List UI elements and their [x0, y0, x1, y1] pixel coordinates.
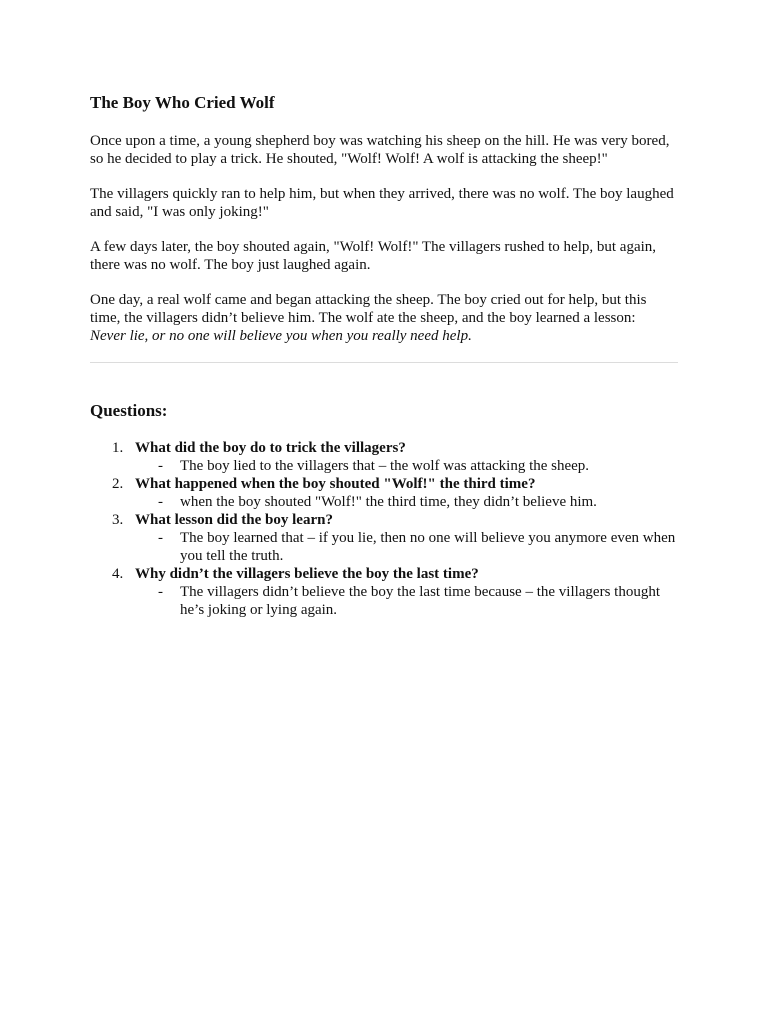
answer-item: [135, 457, 680, 475]
answer-item: [135, 529, 680, 565]
answer-dash: -: [158, 494, 163, 510]
question-number: 2.: [112, 476, 124, 492]
question-item: [90, 439, 678, 475]
answer-text: when the boy shouted "Wolf!" the third time, they didn’t believe him.: [180, 494, 597, 510]
questions-list: [90, 439, 678, 619]
question-number: 4.: [112, 566, 124, 582]
answer-dash: -: [158, 530, 163, 546]
answer-text: The boy lied to the villagers that – the wolf was attacking the sheep.: [180, 458, 590, 474]
question-number: 1.: [112, 440, 124, 456]
story-paragraph-3: A few days later, the boy shouted again, "Wolf! Wolf!" The villagers rushed to help, but again, there was no wolf. The boy just laughed again.: [90, 239, 657, 273]
section-divider: [90, 362, 678, 363]
answer-dash: -: [158, 458, 163, 474]
question-text: What happened when the boy shouted "Wolf!" the third time?: [135, 476, 536, 492]
question-text: What lesson did the boy learn?: [135, 512, 333, 528]
answer-item: [135, 493, 680, 511]
story-paragraph-4-text: One day, a real wolf came and began attacking the sheep. The boy cried out for help, but this time, the villagers didn’t believe him. The wolf ate the sheep, and the boy learned a lesson:: [90, 292, 647, 326]
question-number: 3.: [112, 512, 124, 528]
story-title: The Boy Who Cried Wolf: [90, 93, 275, 112]
question-text: What did the boy do to trick the villagers?: [135, 440, 406, 456]
questions-heading: Questions:: [90, 401, 168, 420]
question-item: [90, 511, 678, 565]
story-paragraph-2: The villagers quickly ran to help him, but when they arrived, there was no wolf. The boy laughed and said, "I was only joking!": [90, 186, 674, 220]
answer-dash: -: [158, 584, 163, 600]
question-item: [90, 475, 678, 511]
question-text: Why didn’t the villagers believe the boy the last time?: [135, 566, 479, 582]
answer-text: The villagers didn’t believe the boy the last time because – the villagers thought he’s joking or lying again.: [180, 584, 661, 618]
story-moral: Never lie, or no one will believe you when you really need help.: [90, 328, 472, 344]
question-item: [90, 565, 678, 619]
answer-text: The boy learned that – if you lie, then no one will believe you anymore even when you tell the truth.: [180, 530, 676, 564]
story-paragraph-1: Once upon a time, a young shepherd boy was watching his sheep on the hill. He was very bored, so he decided to play a trick. He shouted, "Wolf! Wolf! A wolf is attacking the sheep!": [90, 133, 670, 167]
story-paragraph-4: [90, 291, 678, 345]
answer-item: [135, 583, 680, 619]
